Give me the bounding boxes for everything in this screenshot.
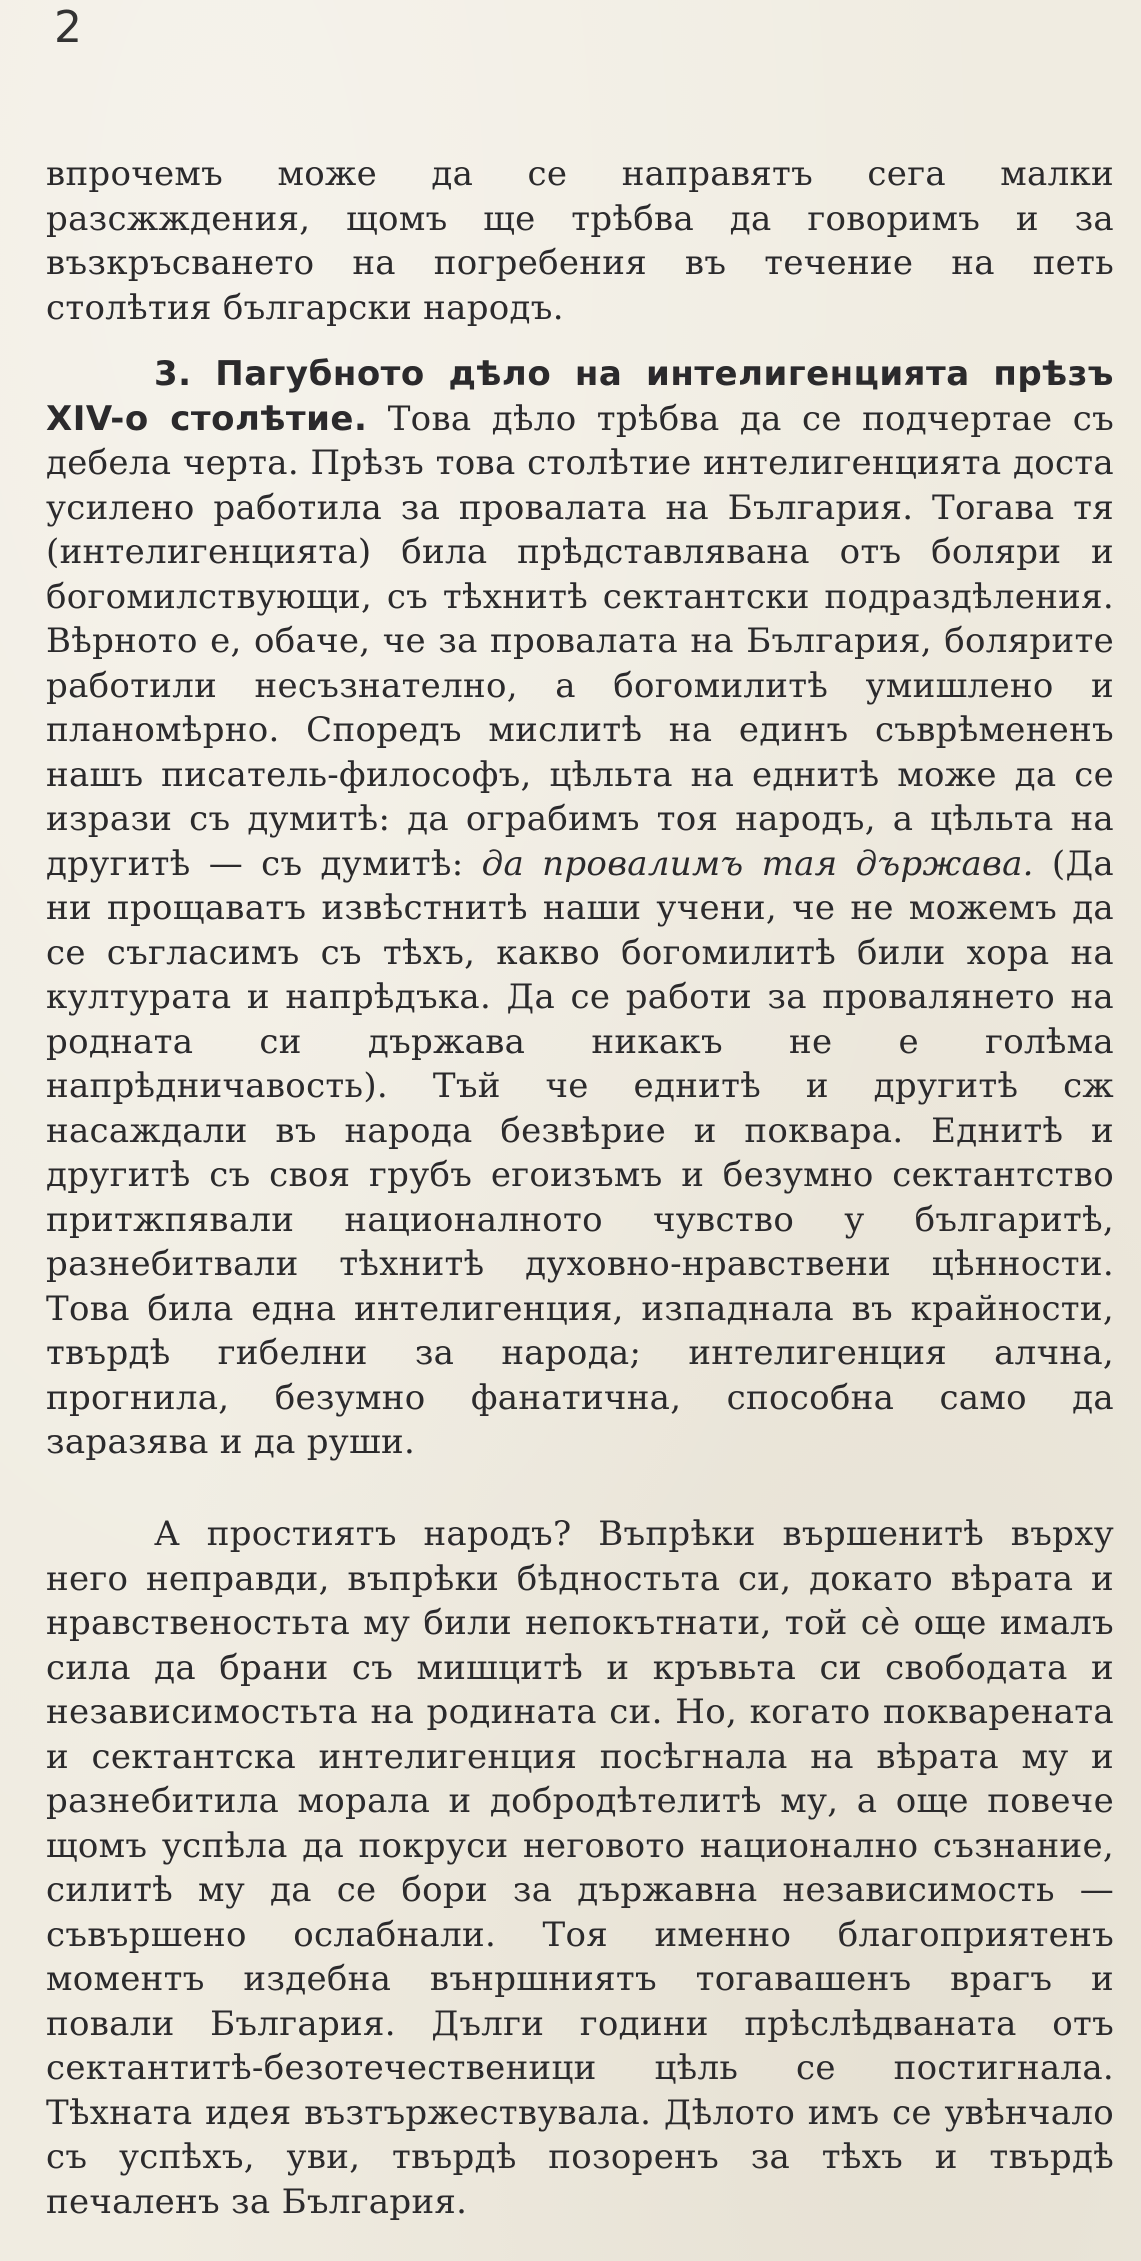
paragraph-common-people: А простиятъ народъ? Въпрѣки вършенитѣ върху него неправди, въпрѣки бѣдностьта си, докато вѣрата и нравственостьта му били непокътнати, той сѐ още ималъ сила да брани съ мишцитѣ и кръвьта си свободата и независимостьта на родината си. Но, когато покварената и сектантска интелигенция посѣгнала на вѣрата му и разнебитила морала и добродѣтелитѣ му, а още повече щомъ успѣла да покруси неговото национално съзнание, силитѣ му да се бори за държавна независимость — съвършено ослабнали. Тоя именно благоприятенъ моментъ издебна вънршниятъ тогавашенъ врагъ и повали България. Дълги години прѣслѣдваната отъ сектантитѣ-безотечественици цѣль се постигнала. Тѣхната идея възтържествувала. Дѣлото имъ се увѣнчало съ успѣхъ, уви, твърдѣ позоренъ за тѣхъ и твърдѣ печаленъ за България. [46, 1514, 1114, 2222]
paragraph-text-part2: (Да ни прощаватъ извѣстнитѣ наши учени, че не можемъ да се съгласимъ съ тѣхъ, какво богомилитѣ били хора на културата и напрѣдъка. Да се работи за провалянето на родната си държава никакъ не е голѣма напрѣдничавость). Тъй че еднитѣ и другитѣ сж насаждали въ народа безвѣрие и поквара. Еднитѣ и другитѣ съ своя грубъ егоизъмъ и безумно сектантство притжпявали националното чувство у българитѣ, разнебитвали тѣхнитѣ духовно-нравствени цѣнности. Това била една интелигенция, изпаднала въ крайности, твърдѣ гибелни за народа; интелигенция алчна, прогнила, безумно фанатична, способна само да заразява и да руши. [46, 843, 1115, 1462]
paragraph-intro: впрочемъ може да се направятъ сега малки разсжждения, щомъ ще трѣбва да говоримъ и за възкръсването на погребения въ течение на петь столѣтия български народъ. [46, 154, 1114, 328]
paragraph-section-3 [46, 352, 1114, 1465]
section-heading: 3. Пагубното дѣло на интелигенцията прѣзъ XIV-о столѣтие. [46, 354, 1114, 439]
emphasized-phrase: да провалимъ тая държава. [481, 843, 1034, 884]
paragraph-text-part1: Това дѣло трѣбва да се подчертае съ дебела черта. Прѣзъ това столѣтие интелигенцията доста усилено работила за провалата на България. Тогава тя (интелигенцията) била прѣдставлявана отъ боляри и богомилствующи, съ тѣхнитѣ сектантски подраздѣления. Вѣрното е, обаче, че за провалата на България, болярите работили несъзнателно, а богомилитѣ умишлено и планомѣрно. Споредъ мислитѣ на единъ съврѣмененъ нашъ писатель-философъ, цѣльта на еднитѣ може да се изрази съ думитѣ: да ограбимъ тоя народъ, а цѣльта на другитѣ — съ думитѣ: [46, 398, 1115, 884]
page-number: 2 [54, 2, 82, 53]
